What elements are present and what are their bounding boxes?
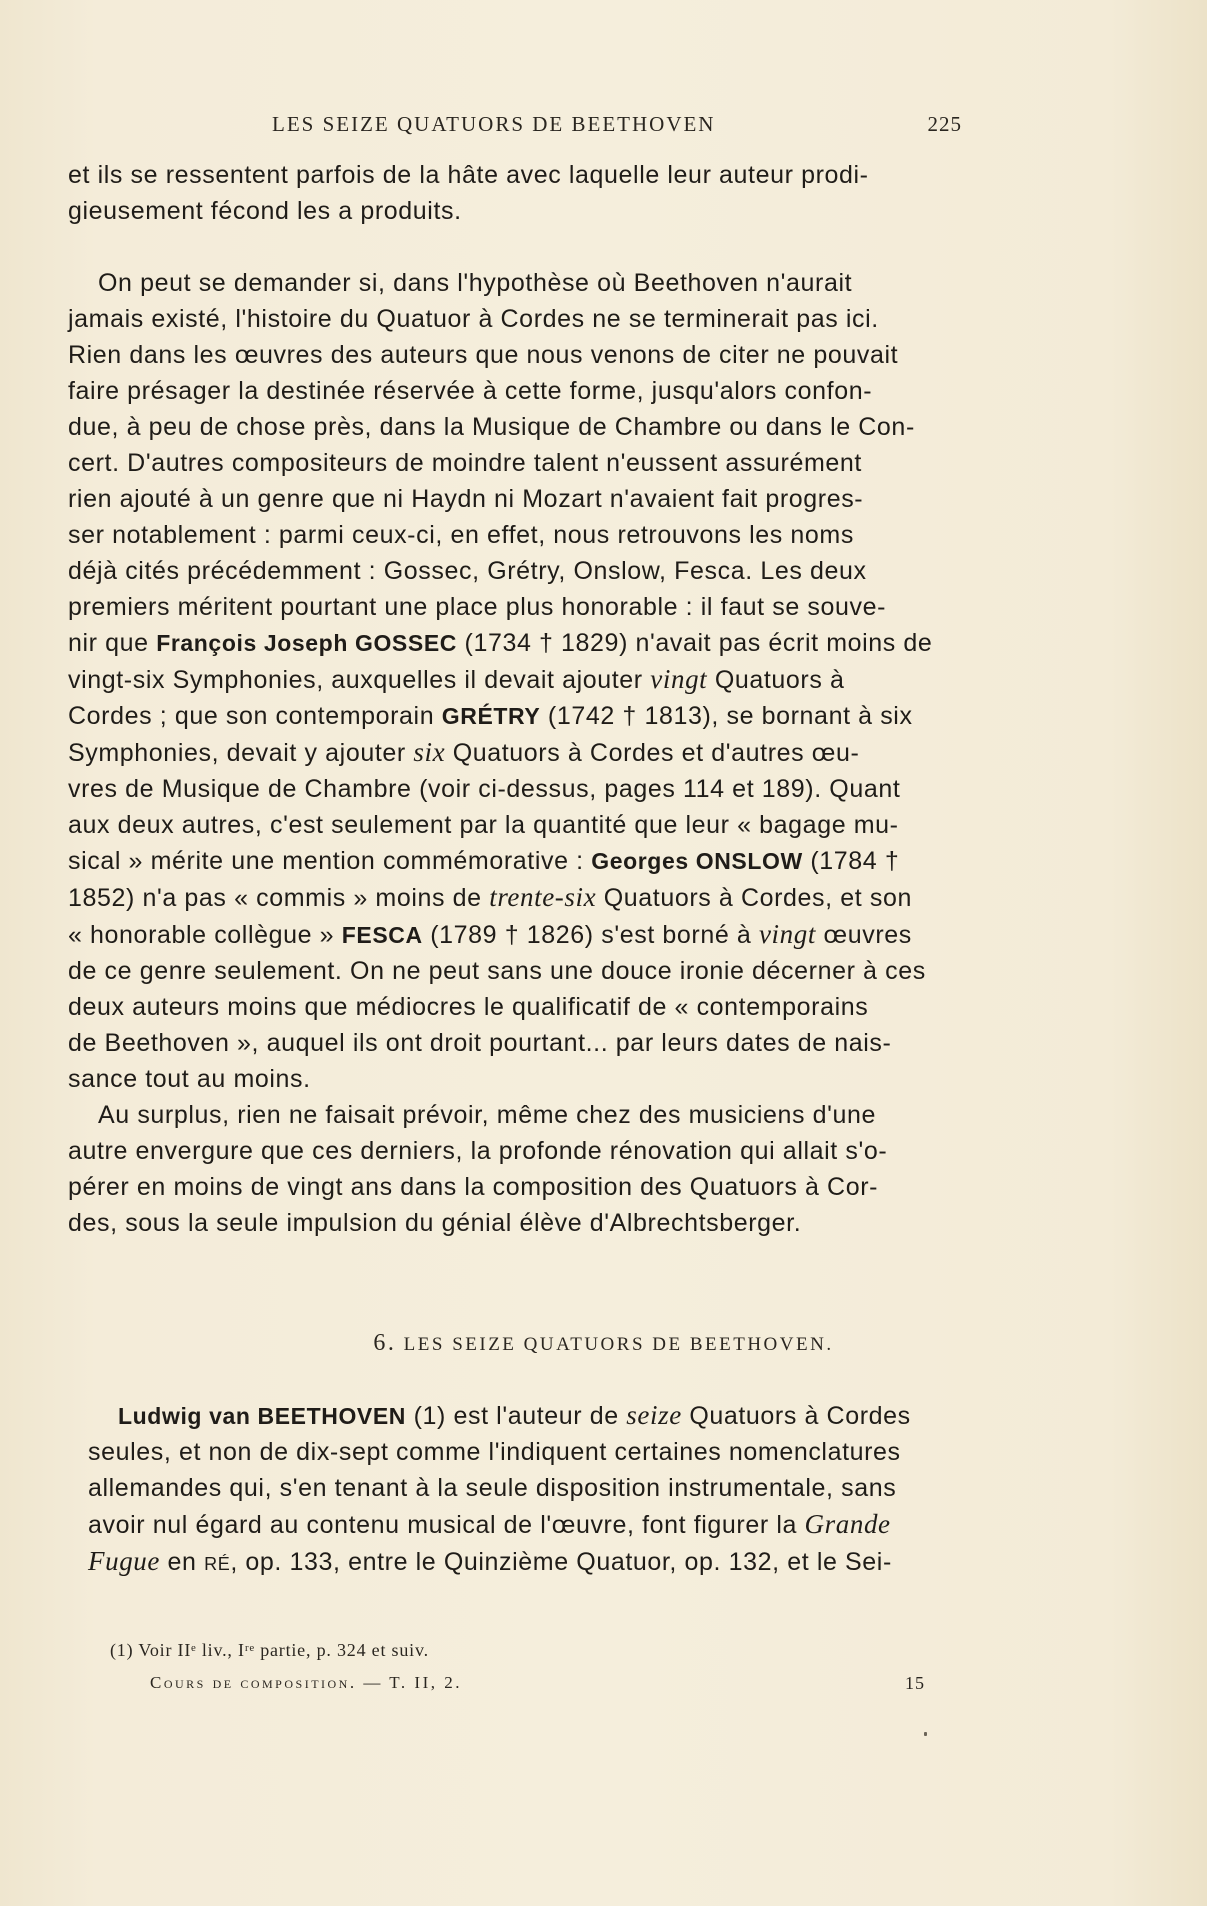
text-line: déjà cités précédemment : Gossec, Grétry, Onslow, Fesca. Les deux (68, 557, 867, 585)
text-line: autre envergure que ces derniers, la profonde rénovation qui allait s'o- (68, 1137, 888, 1165)
text-line: vres de Musique de Chambre (voir ci-dessus, pages 114 et 189). Quant (68, 775, 901, 803)
text-line: Ludwig van BEETHOVEN (1) est l'auteur de seize Quatuors à Cordes (118, 1400, 911, 1430)
page-number: 225 (927, 112, 962, 136)
text-line: jamais existé, l'histoire du Quatuor à Cordes ne se terminerait pas ici. (68, 305, 879, 333)
ink-speck (924, 1732, 927, 1736)
text-line: sance tout au moins. (68, 1065, 311, 1093)
text-line: due, à peu de chose près, dans la Musique de Chambre ou dans le Con- (68, 413, 915, 441)
text-line: nir que François Joseph GOSSEC (1734 † 1829) n'avait pas écrit moins de (68, 629, 933, 657)
text-line: rien ajouté à un genre que ni Haydn ni Mozart n'avaient fait progres- (68, 485, 864, 513)
text-line: On peut se demander si, dans l'hypothèse où Beethoven n'aurait (98, 269, 853, 297)
text-line: seules, et non de dix-sept comme l'indiquent certaines nomenclatures (88, 1438, 901, 1466)
text-line: vingt-six Symphonies, auxquelles il devait ajouter vingt Quatuors à (68, 664, 845, 694)
section-title: LES SEIZE QUATUORS DE BEETHOVEN. (403, 1334, 834, 1355)
text-line: deux auteurs moins que médiocres le qualificatif de « contemporains (68, 993, 869, 1021)
text-line: allemandes qui, s'en tenant à la seule disposition instrumentale, sans (88, 1474, 897, 1502)
text-line: de Beethoven », auquel ils ont droit pourtant... par leurs dates de nais- (68, 1029, 892, 1057)
section-heading (0, 1330, 1207, 1357)
text-line: gieusement fécond les a produits. (68, 197, 462, 225)
text-line: de ce genre seulement. On ne peut sans une douce ironie décerner à ces (68, 957, 926, 985)
section-text (88, 1397, 980, 1580)
text-line: 1852) n'a pas « commis » moins de trente-six Quatuors à Cordes, et son (68, 882, 912, 912)
composer-name: GRÉTRY (441, 703, 541, 729)
text-line: et ils se ressentent parfois de la hâte avec laquelle leur auteur prodi- (68, 161, 869, 189)
text-line: premiers méritent pourtant une place plus honorable : il faut se souve- (68, 593, 887, 621)
composer-name: Ludwig van BEETHOVEN (118, 1403, 407, 1429)
text-line: Symphonies, devait y ajouter six Quatuors à Cordes et d'autres œu- (68, 737, 860, 767)
text-line: Cordes ; que son contemporain GRÉTRY (1742 † 1813), se bornant à six (68, 702, 913, 730)
signature-number: 15 (905, 1673, 925, 1693)
running-head (272, 112, 962, 137)
text-line: aux deux autres, c'est seulement par la quantité que leur « bagage mu- (68, 811, 899, 839)
signature-text: Cours de composition. — T. II, 2. (150, 1673, 462, 1692)
main-text (68, 157, 968, 1241)
text-line: avoir nul égard au contenu musical de l'œuvre, font figurer la Grande (88, 1509, 891, 1539)
text-line: Fugue en ré, op. 133, entre le Quinzième Quatuor, op. 132, et le Sei- (88, 1546, 892, 1576)
text-line: Au surplus, rien ne faisait prévoir, même chez des musiciens d'une (98, 1101, 877, 1129)
text-line: sical » mérite une mention commémorative : Georges ONSLOW (1784 † (68, 847, 900, 875)
text-line: ser notablement : parmi ceux-ci, en effet, nous retrouvons les noms (68, 521, 854, 549)
composer-name: Georges ONSLOW (591, 848, 803, 874)
text-line: pérer en moins de vingt ans dans la composition des Quatuors à Cor- (68, 1173, 879, 1201)
text-line: « honorable collègue » FESCA (1789 † 1826) s'est borné à vingt œuvres (68, 919, 912, 949)
footnote: (1) Voir IIᵉ liv., Iʳᵉ partie, p. 324 et suiv. (110, 1640, 429, 1660)
section-number: 6. (373, 1330, 397, 1356)
composer-name: François Joseph GOSSEC (156, 630, 457, 656)
text-line: des, sous la seule impulsion du génial élève d'Albrechtsberger. (68, 1209, 802, 1237)
text-line: cert. D'autres compositeurs de moindre talent n'eussent assurément (68, 449, 862, 477)
signature-line (150, 1673, 925, 1693)
text-line: Rien dans les œuvres des auteurs que nous venons de citer ne pouvait (68, 341, 899, 369)
composer-name: FESCA (341, 922, 423, 948)
running-title: LES SEIZE QUATUORS DE BEETHOVEN (272, 112, 716, 136)
text-line: faire présager la destinée réservée à cette forme, jusqu'alors confon- (68, 377, 873, 405)
